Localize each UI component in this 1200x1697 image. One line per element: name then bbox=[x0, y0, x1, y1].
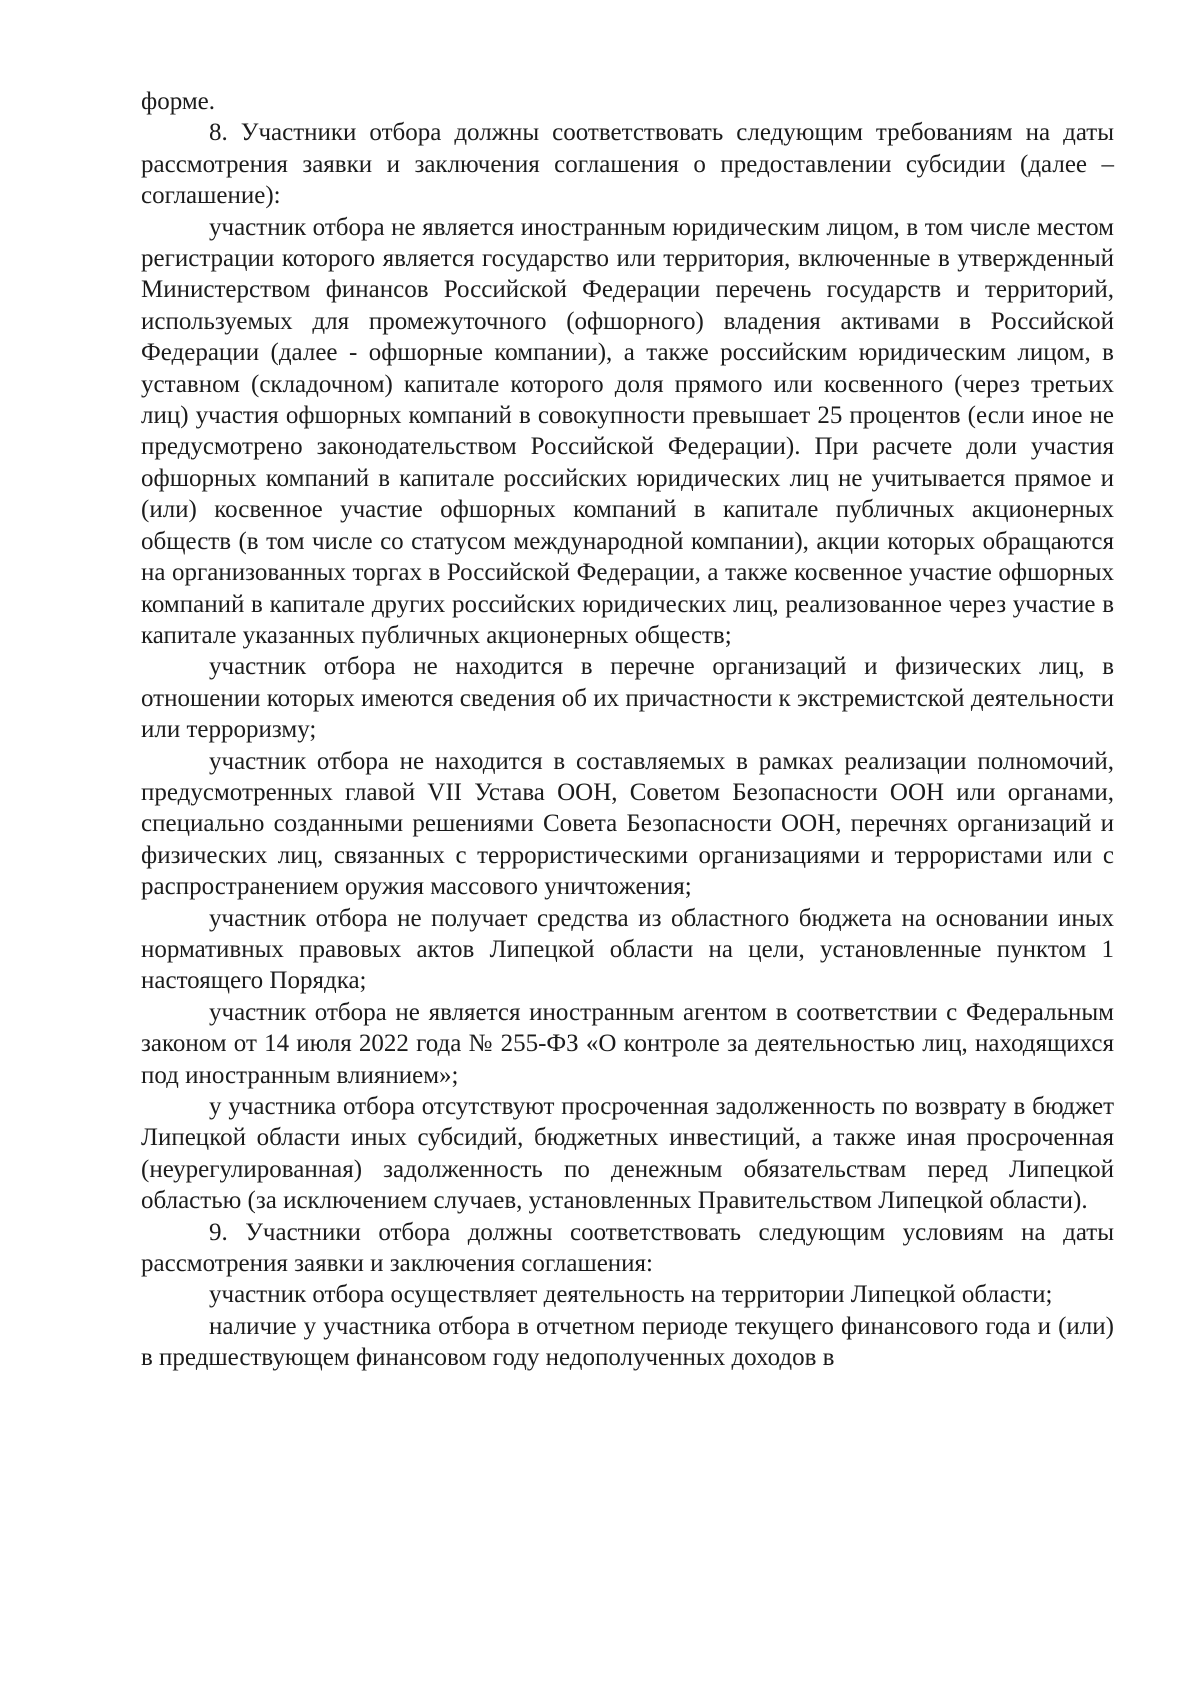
paragraph-debt-requirement: у участника отбора отсутствуют просроченная задолженность по возврату в бюджет Липецкой области иных субсидий, бюджетных инвестиций, а также иная просроченная (неурегулированная) задолженность по денежным обязательствам перед Липецкой областью (за исключением случаев, установленных Правительством Липецкой области). bbox=[141, 1093, 1114, 1215]
paragraph-foreign-agent-requirement: участник отбора не является иностранным агентом в соответствии с Федеральным законом от 14 июля 2022 года № 255-ФЗ «О контроле за деятельностью лиц, находящихся под иностранным влиянием»; bbox=[141, 998, 1114, 1089]
paragraph-clause-8: 8. Участники отбора должны соответствовать следующим требованиям на даты рассмотрения заявки и заключения соглашения о предоставлении субсидии (далее – соглашение): bbox=[141, 119, 1114, 210]
paragraph-budget-funds-requirement: участник отбора не получает средства из областного бюджета на основании иных нормативных правовых актов Липецкой области на цели, установленные пунктом 1 настоящего Порядка; bbox=[141, 904, 1114, 995]
paragraph-continuation: форме. bbox=[141, 88, 215, 115]
paragraph-clause-9: 9. Участники отбора должны соответствовать следующим условиям на даты рассмотрения заявки и заключения соглашения: bbox=[141, 1218, 1114, 1278]
document-body bbox=[141, 86, 1114, 1374]
paragraph-lost-income-condition: наличие у участника отбора в отчетном периоде текущего финансового года и (или) в предшествующем финансовом году недополученных доходов в bbox=[141, 1312, 1114, 1372]
paragraph-territory-condition: участник отбора осуществляет деятельность на территории Липецкой области; bbox=[209, 1281, 1053, 1309]
paragraph-extremism-requirement: участник отбора не находится в перечне организаций и физических лиц, в отношении которых имеются сведения об их причастности к экстремистской деятельности или терроризму; bbox=[141, 653, 1114, 744]
paragraph-un-list-requirement: участник отбора не находится в составляемых в рамках реализации полномочий, предусмотренных главой VII Устава ООН, Советом Безопасности ООН или органами, специально созданными решениями Совета Безопасности ООН, перечнях организаций и физических лиц, связанных с террористическими организациями и террористами или с распространением оружия массового уничтожения; bbox=[141, 747, 1114, 901]
paragraph-offshore-requirement: участник отбора не является иностранным юридическим лицом, в том числе местом регистрации которого является государство или территория, включенные в утвержденный Министерством финансов Российской Федерации перечень государств и территорий, используемых для промежуточного (офшорного) владения активами в Российской Федерации (далее - офшорные компании), а также российским юридическим лицом, в уставном (складочном) капитале которого доля прямого или косвенного (через третьих лиц) участия офшорных компаний в совокупности превышает 25 процентов (если иное не предусмотрено законодательством Российской Федерации). При расчете доли участия офшорных компаний в капитале российских юридических лиц не учитывается прямое и (или) косвенное участие офшорных компаний в капитале публичных акционерных обществ (в том числе со статусом международной компании), акции которых обращаются на организованных торгах в Российской Федерации, а также косвенное участие офшорных компаний в капитале других российских юридических лиц, реализованное через участие в капитале указанных публичных акционерных обществ; bbox=[141, 213, 1114, 649]
